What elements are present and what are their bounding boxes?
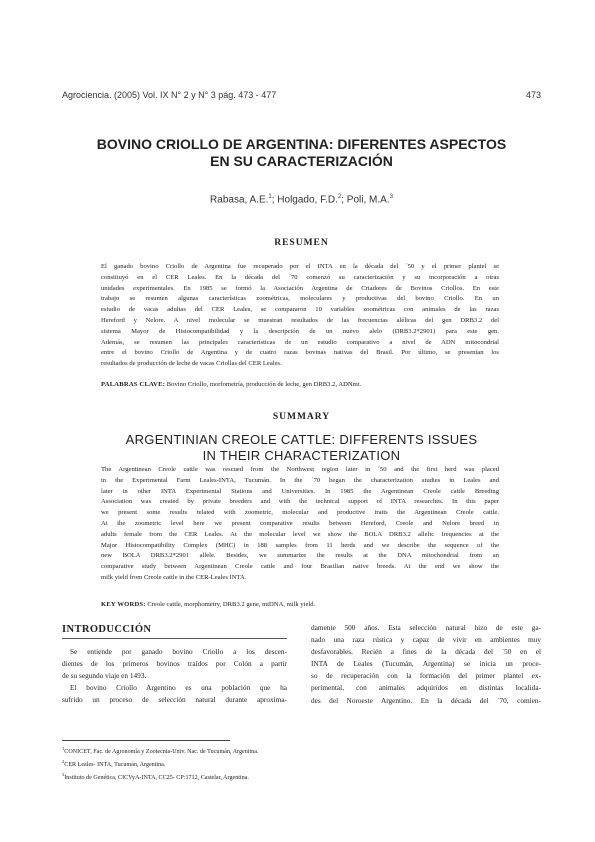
resumen-line: Hereford y Nelore. A nivel molecular se muestran resultados de las frecuencias alélicas del gen DRB3.2 del <box>101 316 499 324</box>
footnote-text: CER Leales- INTA, Tucumán, Argentina. <box>64 762 166 769</box>
resumen-line: estudio de vacas adultas del CER Leales, se compararon 10 variables zoométricas con animales de las razas <box>101 306 499 314</box>
intro-line: so de recuperación con la formación del primer plantel ex- <box>311 671 541 681</box>
resumen-line: entre el bovino Criollo de Argentina y de cuatro razas bovinas nativas del Brasil. Por último, se presentan los <box>101 349 499 357</box>
resumen-line: Además, se resumen las principales características de un estudio comparativo a nivel de ADN mitocondrial <box>101 338 499 346</box>
keywords-text: Bovino Criollo, morfometría, producción de leche, gen DRB3.2, ADNmt. <box>165 381 362 388</box>
page-number: 473 <box>525 90 541 100</box>
introduction-heading-text: INTRODUCCIÓN <box>62 624 152 635</box>
introduction-heading <box>62 624 287 639</box>
footnote-mark: 2 <box>62 759 65 765</box>
resumen-line: resultados de producción de leche de vacas Criollas del CER Leales. <box>101 360 282 368</box>
intro-line: sufrido un proceso de selección natural durante aproxima- <box>62 695 287 705</box>
summary-line: in the Experimental Farm Leales-INTA, Tucumán. In the ´70 began the characterization studies in Leales and <box>101 476 499 484</box>
keywords-label: PALABRAS CLAVE: <box>101 381 166 388</box>
footnote-3 <box>62 770 362 783</box>
heading-rule <box>62 638 287 639</box>
summary-line: The Argentinean Creole cattle was rescued from the Northwest region later in ´50 and the first herd was placed <box>101 466 499 473</box>
footnote-text: CONICET, Fac. de Agronomía y Zootecnia-Univ. Nac. de Tucumán, Argentina. <box>64 749 259 756</box>
intro-line: des del Noroeste Argentino. En la década del ´70, comien- <box>311 695 541 705</box>
resumen-line: trabajo se resumen algunas características zoométricas, moleculares y productivas del bovino Criollo. En un <box>101 295 499 303</box>
resumen-keywords <box>101 381 521 388</box>
author-3: ; Poli, M.A. <box>341 194 390 206</box>
summary-keywords <box>101 601 521 608</box>
footnote-1 <box>62 744 362 757</box>
paper-title <box>62 136 541 170</box>
intro-line: dientes de los primeros bovinos traídos por Colón a partir <box>62 659 287 669</box>
english-title-line-1: ARGENTINIAN CREOLE CATTLE: DIFFERENTS ISSUES <box>125 432 478 447</box>
author-1-affiliation: 1 <box>268 194 272 200</box>
summary-heading: SUMMARY <box>272 412 331 422</box>
intro-line: desfavorables. Recién a fines de la década del ´50 en el <box>311 647 541 657</box>
author-3-affiliation: 3 <box>389 194 393 200</box>
author-2: ; Holgado, F.D. <box>271 194 338 206</box>
journal-citation: Agrociencia. (2005) Vol. IX N° 2 y N° 3 pág. 473 - 477 <box>62 90 277 100</box>
footnotes <box>62 744 362 783</box>
summary-line: milk yield from Creole cattle in the CER-Leales INTA. <box>101 573 247 581</box>
summary-line: At the zoometric level here we present comparative results between Hereford, Creole and Nelore breed in <box>101 519 499 527</box>
footnote-text: Instituto de Genética, CICVyA-INTA, CC25- CP:1712, Castelar, Argentina. <box>64 775 249 782</box>
intro-line: perimental, con animales adquiridos en distintas localida- <box>311 683 541 693</box>
intro-line: damente 500 años. Esta selección natural hizo de este ga- <box>311 623 541 632</box>
summary-line: later in other INTA Experimental Stations and Universities. In 1985 the Argentinean Creole cattle Breeding <box>101 487 499 495</box>
summary-line: we present some results related with zoometric, molecular and productive traits the Argentinean Creole cattle. <box>101 509 499 517</box>
keywords-text: Creole cattle, morphometry, DRB3.2 gene, mtDNA, milk yield. <box>145 601 316 608</box>
author-2-affiliation: 2 <box>337 194 342 200</box>
authors <box>62 194 541 205</box>
intro-line: El bovino Criollo Argentino es una población que ha <box>70 683 287 693</box>
footnote-mark: 3 <box>62 772 65 778</box>
title-line-2: EN SU CARACTERIZACIÓN <box>210 153 393 169</box>
english-title-line-2: IN THEIR CHARACTERIZATION <box>202 448 401 463</box>
summary-line: adults female from the CER Leales. At the molecular level we show the BOLA DRB3.2 allelic frequencies at the <box>101 530 499 538</box>
intro-line: INTA de Leales (Tucumán, Argentina) se inicia un proce- <box>311 659 541 669</box>
intro-left-column <box>62 646 287 706</box>
footnote-divider <box>62 740 230 741</box>
summary-line: Association was created by private breeders and with the technical support of INTA researches. In this paper <box>101 498 499 506</box>
intro-line: nado una raza rústica y capaz de vivir en ambientes muy <box>311 635 541 645</box>
intro-right-column <box>311 622 541 707</box>
summary-line: new BOLA DRB3.2*2901 allele. Besides, we summarize the results at the DNA mitochondrial from an <box>101 552 499 560</box>
summary-line: comparative study between Argentinean Creole cattle and four Brasilian native breeds. At the end we show the <box>101 563 499 571</box>
summary-line: Major Histocompatibility Complex (MHC) in 188 samples from 11 herds and we describe the sequence of the <box>101 541 499 549</box>
author-1: Rabasa, A.E. <box>210 194 269 206</box>
resumen-line: sistema Mayor de Histocompatibilidad y la descripción de un nuevo alelo (DRB3.2*2901) para este gen. <box>101 327 499 335</box>
resumen-line: constituyó en el CER Leales. En la década del ´70 comenzó su caracterización y su incorporación a otras <box>101 273 499 281</box>
footnote-mark: 1 <box>62 746 65 751</box>
intro-line: de su segundo viaje en 1493. <box>62 671 147 681</box>
summary-body <box>101 465 499 584</box>
title-line-1: BOVINO CRIOLLO DE ARGENTINA: DIFERENTES ASPECTOS <box>96 136 507 152</box>
english-title <box>62 432 541 464</box>
footnote-2 <box>62 757 362 770</box>
resumen-line: El ganado bovino Criollo de Argentina fue recuperado por el INTA en la década del ´50 y el primer plantel se <box>101 263 499 270</box>
resumen-line: unidades experimentales. En 1985 se formó la Asociación Argentina de Criadores de Bovinos Criollos. En este <box>101 284 499 292</box>
running-header <box>62 90 541 100</box>
resumen-heading: RESUMEN <box>274 238 329 248</box>
intro-line: Se entiende por ganado bovino Criollo a los descen- <box>70 647 287 656</box>
keywords-label: KEY WORDS: <box>101 601 146 608</box>
resumen-body <box>101 262 499 370</box>
